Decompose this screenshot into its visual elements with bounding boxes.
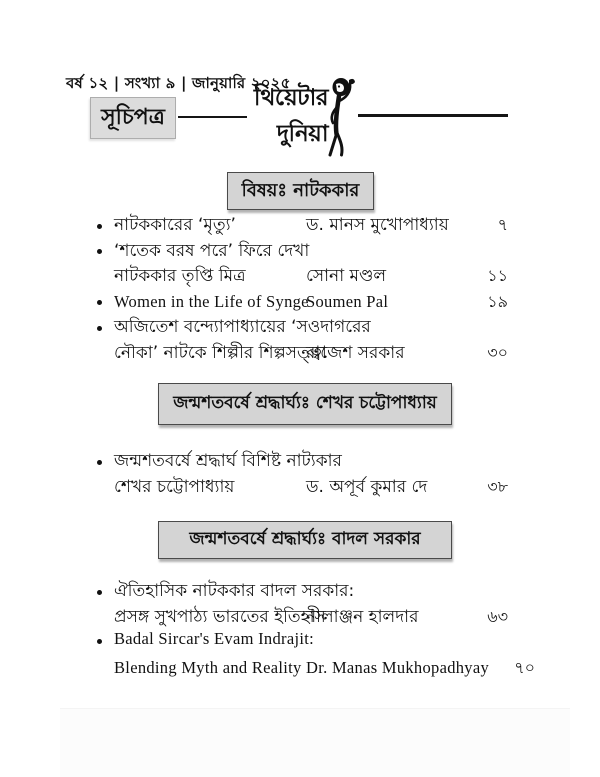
issue-line: বর্ষ ১২ | সংখ্যা ৯ | জানুয়ারি ২০২৫ xyxy=(66,74,291,92)
toc-item xyxy=(95,289,508,315)
item-title: জন্মশতবর্ষে শ্রদ্ধার্ঘ বিশিষ্ট নাট্যকার xyxy=(114,451,342,471)
item-title: Women in the Life of Synge xyxy=(114,291,309,311)
item-page-number: ৩৮ xyxy=(487,476,508,496)
toc-item-continuation xyxy=(95,263,508,289)
item-title: অজিতেশ বন্দ্যোপাধ্যায়ের ‘সওদাগরের xyxy=(114,317,371,338)
section-header-shekhar-centenary xyxy=(158,383,452,425)
item-page-number: ১১ xyxy=(487,266,508,286)
item-title: শেখর চট্টোপাধ্যায় xyxy=(114,476,235,497)
item-title: ‘শতেক বরষ পরে’ ফিরে দেখা xyxy=(114,240,310,261)
item-title: ঐতিহাসিক নাটককার বাদল সরকার: xyxy=(114,581,355,601)
item-author: নীলাঞ্জন হালদার xyxy=(306,606,419,627)
item-author: Soumen Pal xyxy=(306,291,389,311)
bullet-spacer xyxy=(97,666,102,671)
section-items-badal xyxy=(95,578,536,680)
item-title: প্রসঙ্গ সুখপাঠ্য ভারতের ইতিহাস xyxy=(114,606,326,627)
bullet-icon xyxy=(97,326,102,331)
item-page-number: ৬৩ xyxy=(487,606,508,626)
item-page-number: ৭০ xyxy=(514,657,536,677)
bullet-spacer xyxy=(97,615,102,620)
section-items-shekhar xyxy=(95,448,508,499)
item-author: রাজেশ সরকার xyxy=(306,342,405,363)
bullet-spacer xyxy=(97,485,102,490)
item-title: Badal Sircar's Evam Indrajit: xyxy=(114,629,314,649)
section-header-playwrights xyxy=(227,172,374,210)
toc-item xyxy=(95,212,508,238)
contents-label xyxy=(90,97,176,139)
item-author: ড. মানস মুখোপাধ্যায় xyxy=(306,215,449,235)
item-page-number: ৩০ xyxy=(487,342,508,362)
toc-item xyxy=(95,578,508,604)
contents-label-text: সূচিপত্র xyxy=(101,104,165,130)
toc-item-continuation xyxy=(95,474,508,500)
item-title: Blending Myth and Reality xyxy=(114,657,302,677)
toc-item xyxy=(95,629,508,655)
masthead-rule-right xyxy=(358,114,508,117)
section-header-badal-centenary xyxy=(158,521,452,559)
item-author: Dr. Manas Mukhopadhyay xyxy=(306,657,490,677)
toc-item xyxy=(95,314,508,340)
section-title: জন্মশতবর্ষে শ্রদ্ধার্ঘ্যঃ বাদল সরকার xyxy=(189,529,421,549)
item-title: নৌকা’ নাটকে শিল্পীর শিল্পসত্ত্বা xyxy=(114,342,327,363)
toc-item xyxy=(95,448,508,474)
item-author: সোনা মণ্ডল xyxy=(306,266,387,287)
section-items-playwrights xyxy=(95,212,508,366)
toc-item-continuation xyxy=(95,340,508,366)
masthead-rule-left xyxy=(178,116,247,118)
logo-line-1: থিয়েটার xyxy=(253,85,328,111)
bullet-icon xyxy=(97,300,102,305)
item-page-number: ১৯ xyxy=(487,291,508,311)
item-page-number: ৭ xyxy=(497,215,508,234)
bullet-icon xyxy=(97,249,102,254)
bullet-icon xyxy=(97,460,102,465)
scanned-page-edge xyxy=(60,708,570,777)
toc-item-continuation xyxy=(95,655,536,681)
magazine-logo xyxy=(238,80,328,152)
toc-item-continuation xyxy=(95,604,508,630)
item-title: নাটককার তৃপ্তি মিত্র xyxy=(114,266,246,287)
item-author: ড. অপূর্ব কুমার দে xyxy=(306,476,428,497)
bullet-icon xyxy=(97,639,102,644)
item-title: নাটককারের ‘মৃত্যু’ xyxy=(114,215,236,235)
logo-line-2: দুনিয়া xyxy=(276,121,328,147)
bullet-icon xyxy=(97,590,102,595)
section-title: বিষয়ঃ নাটককার xyxy=(241,179,360,201)
theatre-figure-icon xyxy=(320,77,356,157)
bullet-spacer xyxy=(97,351,102,356)
bullet-icon xyxy=(97,224,102,229)
section-title: জন্মশতবর্ষে শ্রদ্ধার্ঘ্যঃ শেখর চট্টোপাধ্যায় xyxy=(173,393,437,413)
bullet-spacer xyxy=(97,275,102,280)
toc-item xyxy=(95,238,508,264)
